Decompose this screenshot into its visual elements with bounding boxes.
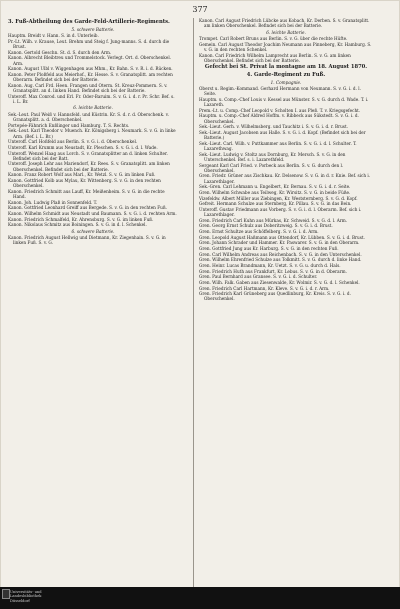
casualty-entry: Unteroff. Carl Hoßfeld aus Berlin. S. v. G. i. d. Oberschenkel. xyxy=(8,139,138,145)
casualty-entry: Sek.-Lieut. Ludwig v. Stoltz aus Dornburg, Kr. Mersch. S. v. G. in den Unterschenkel. Bef. s. i. Lazarethfeld. xyxy=(199,151,346,162)
casualty-entry: Gren. Friedrich Carl Kuhn aus Mürkas, Kr. Schweid. S. v. G. d. l. Arm. xyxy=(199,217,348,223)
casualty-entry: Unteroff. Joseph Lehr aus Mariendorf, Kr. Rees. S. v. Granatsplitt. am linken Oberschenkel. Befindet sich bei der Batterie. xyxy=(8,161,170,172)
casualty-entry: Gren. Friedrich Huth aus Frankfurt, Kr. Lebus. S. v. G. in d. Oberarm. xyxy=(199,268,347,274)
casualty-entry: Gren. Wilhelm Ehrenfried Schulze aus Tolkmitt. S. v. G. durch d. linke Hand. xyxy=(199,257,362,263)
casualty-entry: Gren. Carl Wilhelm Andreas aus Reichenbach. S. v. G. in den Unterschenkel. xyxy=(199,251,362,257)
casualty-entry: Oberst u. Regim.-Kommand. Gerhard Hermann von Neumann. S. v. G. i. d. l. Seite. xyxy=(199,85,361,97)
casualty-entry: Unteroff. Karl Krumm aus Neustadt, Kr. Pleschen. S. v. G. i. d. l. Wade. xyxy=(8,144,158,150)
battle-title: Gefecht bei St. Privat la montagne am 18. August 1870. xyxy=(204,64,368,71)
casualty-entry: Kanon. Franz Robert Wolf aus Marl., Kr. Wetzl. S. v. G. im linken Fuß. xyxy=(8,172,156,178)
casualty-entry: Gefreit. Hermann Schulze aus Sternberg, Kr. Pillau. S. v. G. in das Bein. xyxy=(199,201,352,207)
casualty-entry: Gren. Paul Bernhard aus Gransee. S. v. G. i. d. Schulter. xyxy=(199,274,318,280)
casualty-entry: Kanon. Peter Ploßfeld aus Meierhof., Kr. Hesse. S. v. Granatsplitt. am rechten Oberarm. Befindet sich bei der Batterie. xyxy=(8,71,173,83)
casualty-entry: Hauptm. Breidt v. Hann. S. in d. Unterleib. xyxy=(8,33,99,39)
casualty-entry: Trompet. Carl Robert Bruns aus Berlin. S. v. G. über die rechte Hüfte. xyxy=(199,36,348,42)
casualty-entry: Gren. Friedrich Carl Hartmann, Kr. Kleve. S. v. G. i. d. r. Arm. xyxy=(199,285,330,291)
subsection-title: 6. schwere Batterie. xyxy=(71,228,115,234)
casualty-entry: Gren. Friedr. Grüner aus Zischkau. Kr. Delsenow. S. v. G. in d. r. Knie. Bef. sich i. Lazarethlager. xyxy=(199,173,371,184)
library-credit-line: Landesbibliothek xyxy=(10,594,42,599)
casualty-entry: Kanon. Gertold Geschn. St. d. S. durch den Arm. xyxy=(8,49,112,55)
casualty-entry: Portepée-Fähnrich Enßlinger und Hamburg. T. S. Rechts. xyxy=(8,122,130,128)
casualty-entry: Gren. Heinr. Lucas Brandmann, Kr. Uetzt. S. v. G. u. durch d. Hals. xyxy=(199,262,341,268)
casualty-entry: Unteroff. Wenzel Haag aus Lorch. S. v. Granatsplitter an d. linken Schulter. Befindet sich bei der Batt. xyxy=(8,150,168,161)
casualty-entry: Sek.-Gren. Carl Lehmann u. Engelbert, Kr. Bernau. S. v. G. i. d. r. Seite. xyxy=(199,184,351,190)
casualty-entry: Unteroff. Max Conrod. und Erl. Fr. Oder-Baruim. S. v. G. i. d. r. Pr. Schr. Bef. s. i. L. Br. xyxy=(8,93,175,104)
casualty-entry: Kanon. Friedrich Schmalfeld, Kr. Ahrensburg. S. v. G. im linken Fuß. xyxy=(8,216,154,222)
library-credit-line: Universitäts- und xyxy=(10,590,42,594)
column-divider xyxy=(193,18,194,593)
casualty-entry: Kanon. Gottfried Kolb aus Mylau, Kr. Wittenberg. S. v. G. in den rechten Oberschenkel. xyxy=(8,177,161,189)
casualty-entry: Gren. Johann Schrader und Hammer. Kr. Paswarer. S. v. G. in den Oberarm. xyxy=(199,240,360,246)
section-title: 3. Fuß-Abtheilung des Garde-Feld-Artillerie-Regiments. xyxy=(8,19,170,25)
casualty-entry: Sek.-Lieut. August Jacobsen aus Halle. S. v. G. i. d. Kopf. (Befindet sich bei der Batterie.) xyxy=(199,129,366,141)
page-number: 377 xyxy=(192,5,208,14)
casualty-entry: Kanon. Gottfried Leonhard Greiff aus Bergede. S. v. G. in den rechten Fuß. xyxy=(8,205,167,211)
subsection-title: 6. leichte Batterie. xyxy=(266,29,306,35)
casualty-entry: Sek.-Lieut. Gerh. v. Wilhelmsberg. und Tauchitz i. S. v. G. i. d. r. Brust. xyxy=(199,124,348,130)
casualty-entry: Kanon. Joh. Ludwig Plaß in Sonnenfeld. T. xyxy=(8,199,98,205)
left-subsections xyxy=(8,27,178,246)
casualty-entry: Kanon. Friedrich Schmitt aus Lauff, Kr. Meißenheim. S. v. G. in die rechte Hand. xyxy=(8,188,165,200)
casualty-entry: Kanon. Albrecht Bleibtreu und Trommelstock. Verlegt. Ort. d. Oberschenkel. Arm. xyxy=(8,55,171,66)
casualty-entry: Kanon. August Ulbl v. Wiggenhagen aus Mhm., Kr. Bahn. S. v. R. i. d. Rücken. xyxy=(8,66,173,72)
casualty-entry: Kanon. Friedrich August Hellwig und Dietmann, Kr. Ziegenhain. S. v. G. in linken Fuß. S. v. G. xyxy=(8,235,166,246)
casualty-entry: Kanon. Nikolaus Schmitz aus Boiningen. S. v. G. in d. l. Schenkel. xyxy=(8,222,147,228)
casualty-entry: Sergeant Karl Carl Fried. v. Porbeck aus Berlin. S. v. G. durch den l. Oberschenkel. xyxy=(199,162,344,173)
casualty-entry: Gren. Ernst Schultze aus Schöffelberg. S. v. G. i. d. Arm. xyxy=(199,229,319,235)
footer-bar xyxy=(0,587,400,609)
left-column xyxy=(8,18,178,246)
right-entries xyxy=(199,86,373,302)
regiment-title: 4. Garde-Regiment zu Fuß. xyxy=(246,71,326,78)
casualty-entry: Hauptm. u. Comp.-Chef Aldred Hoffm. v. Ribbeck aus Sükstedt. S. v. G. i. d. Oberschenkel. xyxy=(199,113,359,124)
library-credit-line: Düsseldorf xyxy=(10,598,30,603)
casualty-entry: Kanon. Aug. Carl Frd. Heen. Frangen und Oterm. St. Kreuz-Pommern. S. v. Granatsplitt. an d. linken Hand. Befindet sich bei der Batterie. xyxy=(8,82,168,94)
casualty-entry: Pr.-Lt. Wilh. v. Krause, Leut. Brehm und Steig f. Jung-manns. S. d. durch die Brust. xyxy=(8,38,170,50)
library-credit xyxy=(10,590,42,603)
casualty-entry: Gren. Friedrich Karl Grüneberg aus Quedlinburg, Kr. Kreis. S. v. G. i. d. Oberschenkel. xyxy=(199,291,351,302)
casualty-entry: Kanon. Carl Friedrich Wilhelm Lamprecht aus Berlin. S. v. G. am linken Oberschenkel. Befindet sich bei der Batterie. xyxy=(199,52,351,63)
subsection-title: 5. schwere Batterie. xyxy=(71,26,115,32)
casualty-entry: Vizefeldw. Albert Müller aus Ziebingen, Kr. Weststernberg. S. v. G. d. Kopf. xyxy=(199,195,358,201)
casualty-entry: Hauptm. u. Comp.-Chef Louis v. Kessel aus Münster. S. v. G. durch d. Wade. T. i. Lazareth. xyxy=(199,96,369,108)
casualty-entry: Sek.-Lieut. Carl. Wilh. v. Puttkammer aus Berlin. S. v. G. i. d. l. Schulter. T. Lazarethwag. xyxy=(199,140,357,152)
casualty-entry: Sek.-Leut. Paul Weiß v. Hannsfeld. und Küstrin. Kr. S. d. r. d. Oberschenk. v. Granatsplitt. a. d. Oberschenkel. xyxy=(8,111,169,123)
right-column xyxy=(199,18,373,302)
casualty-entry: Gren. Wilhelm Schwabe aus Teilweg, Kr. Wirsitz. S. v. G. in beide Füße. xyxy=(199,190,351,196)
casualty-entry: Gren. Gottfried Jung aus Kr. Harburg. S. v. G. in den rechten Fuß. xyxy=(199,246,339,252)
casualty-entry: Gemein. Carl August Theodor Joachim Neumann aus Pinneberg, Kr. Hamburg. S. v. G. in den rechten Schenkel. xyxy=(199,41,372,53)
casualty-entry: Kanon. Wilhelm Schmidt aus Neustadt und Baumann. S. v. G. i. d. rechten Arm. xyxy=(8,211,177,217)
casualty-entry: Gren. Georg Ernst Schulz aus Doberitzweig. S. v. G. i. d. Brust. xyxy=(199,223,333,229)
casualty-entry: Prem.-Lt. u. Comp.-Chef Leopold v. Scholten I. aus Pleß. T. v. Kriegsgefecht. xyxy=(199,107,361,113)
subsection-title: 6. leichte Batterie. xyxy=(73,105,113,111)
company-title: 1. Compagnie. xyxy=(270,79,302,85)
right-subsection-entries xyxy=(199,36,373,63)
casualty-entry: Unteroff. Gustav Friedmann aus Vorberg. S. v. G. i. d. l. Oberarm. Bef. sich i. Lazarethlager. xyxy=(199,206,362,218)
library-logo-icon xyxy=(2,589,10,599)
casualty-entry: Sek.-Leut. Karl Theodor v. Muench. Kr. Königsberg i. Neumark. S. v. G. in linke Arm. (Bef. i. L. Br.) xyxy=(8,128,176,139)
casualty-entry: Gren. Wilh. Falk. Gaben aus Ziesenwalde, Kr. Wolmir. S. v. G. d. l. Schenkel. xyxy=(199,279,360,285)
casualty-entry: Kanon. Carl August Friedrich Lübcke aus Kobach, Kr. Derben. S. v. Granatsplitt. am linken Oberschenkel. Befindet sich bei der Batterie. xyxy=(199,18,370,29)
casualty-entry: Gren. Leopold August Haßmann aus Ottendorf, Kr. Lübben. S. v. G. i. d. Brust. xyxy=(199,234,365,240)
right-top-entries xyxy=(199,18,373,29)
